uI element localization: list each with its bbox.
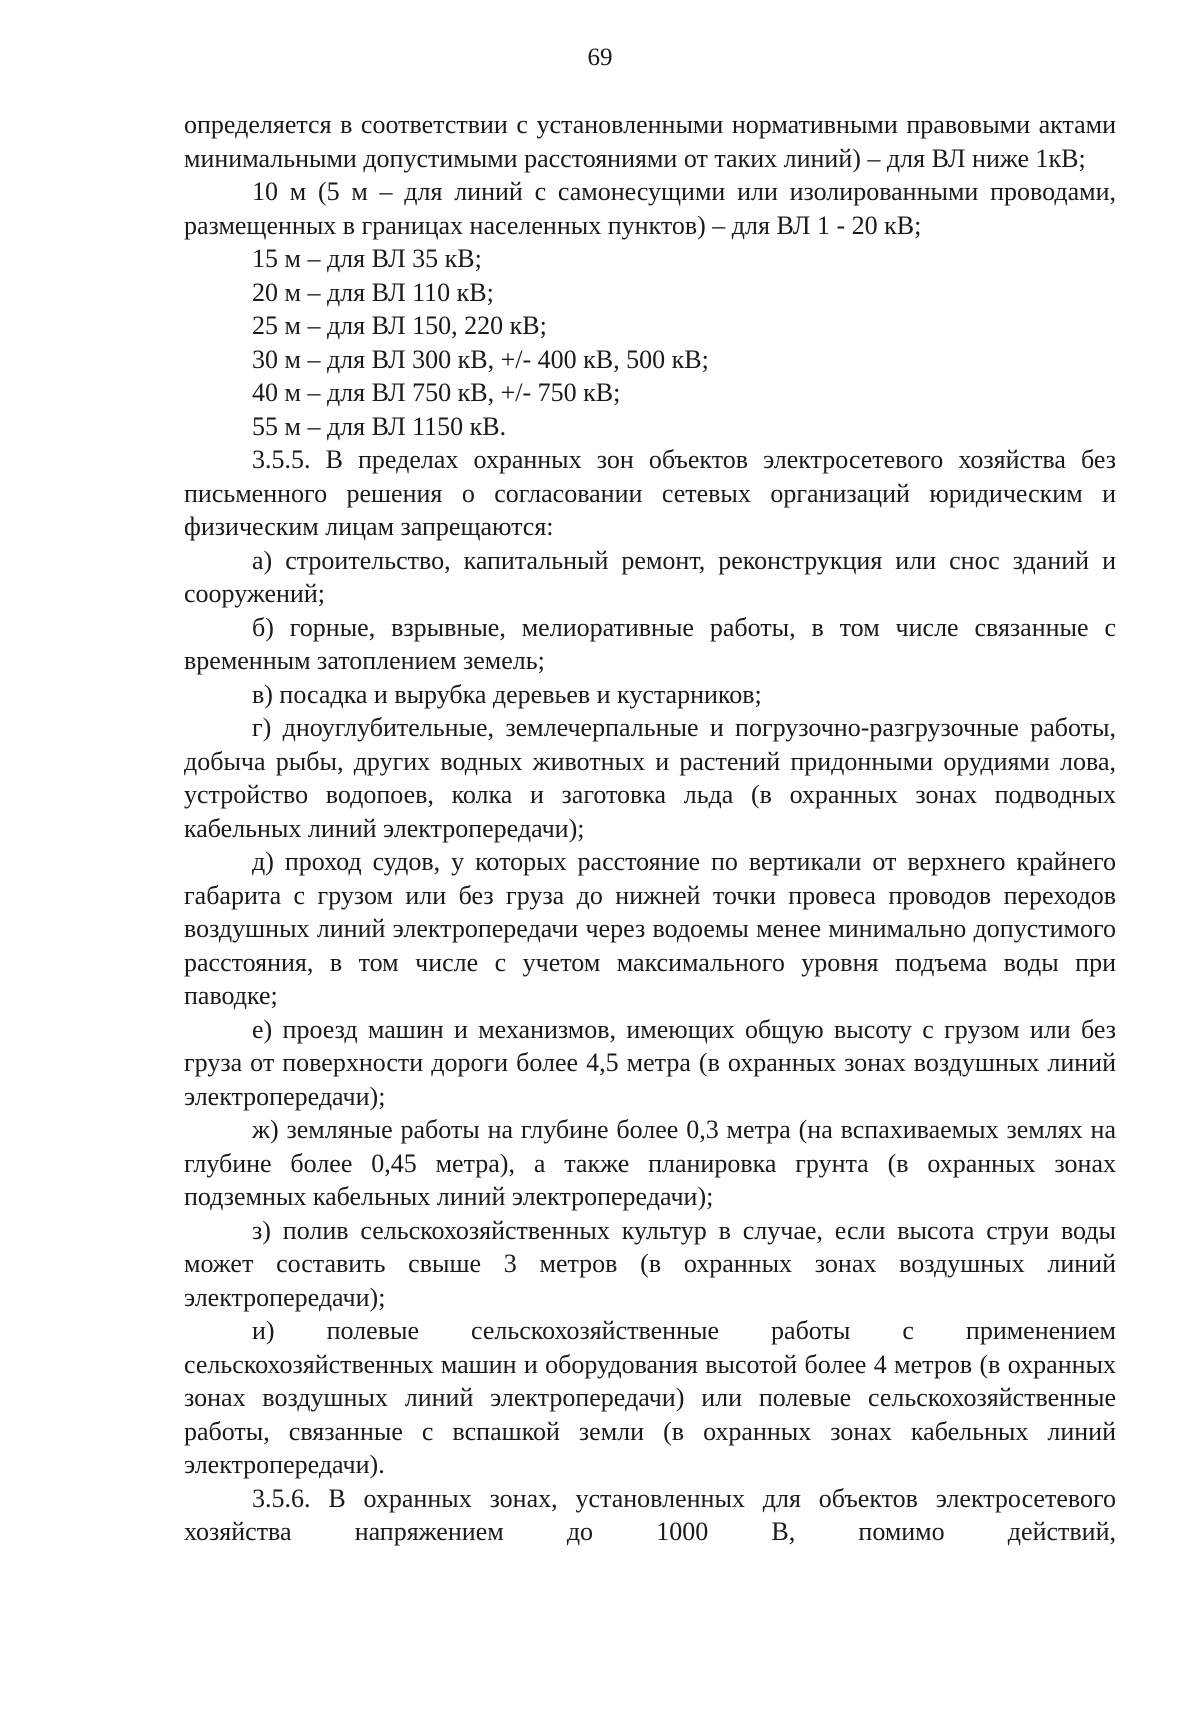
paragraph-item-a: а) строительство, капитальный ремонт, реконструкция или снос зданий и сооружений;: [184, 545, 1116, 608]
paragraph-item-e: е) проезд машин и механизмов, имеющих общую высоту с грузом или без груза от поверхности дороги более 4,5 метра (в охранных зонах воздушных линий электропередачи);: [184, 1014, 1116, 1111]
page-number: 69: [587, 44, 613, 71]
paragraph-item-d: д) проход судов, у которых расстояние по вертикали от верхнего крайнего габарита с грузом или без груза до нижней точки провеса проводов переходов воздушных линий электропередачи через водоемы менее минимально допустимого расстояния, в том числе с учетом максимального уровня подъема воды при паводке;: [184, 847, 1116, 1010]
paragraph-list-item: 40 м – для ВЛ 750 кВ, +/- 750 кВ;: [252, 378, 621, 407]
paragraph-list-item: 25 м – для ВЛ 150, 220 кВ;: [252, 311, 547, 340]
paragraph-continuation: определяется в соответствии с установленными нормативными правовыми актами минимальными допустимыми расстояниями от таких линий) – для ВЛ ниже 1кВ;: [184, 110, 1116, 173]
paragraph-section-3-5-5: 3.5.5. В пределах охранных зон объектов электросетевого хозяйства без письменного решения о согласовании сетевых организаций юридическим и физическим лицам запрещаются:: [184, 445, 1116, 541]
paragraph-list-item: 10 м (5 м – для линий с самонесущими или изолированными проводами, размещенных в границах населенных пунктов) – для ВЛ 1 - 20 кВ;: [184, 177, 1116, 240]
paragraph-item-zh: ж) земляные работы на глубине более 0,3 метра (на вспахиваемых землях на глубине более 0,45 метра), а также планировка грунта (в охранных зонах подземных кабельных линий электропередачи);: [184, 1115, 1116, 1211]
document-body: [184, 108, 1116, 1549]
paragraph-list-item: 15 м – для ВЛ 35 кВ;: [252, 244, 482, 273]
paragraph-list-item: 55 м – для ВЛ 1150 кВ.: [252, 411, 507, 441]
paragraph-item-b: б) горные, взрывные, мелиоративные работы, в том числе связанные с временным затоплением земель;: [184, 612, 1116, 675]
paragraph-item-i: и) полевые сельскохозяйственные работы с применением сельскохозяйственных машин и оборудования высотой более 4 метров (в охранных зонах воздушных линий электропередачи) или полевые сельскохозяйственные работы, связанные с вспашкой земли (в охранных зонах кабельных линий электропередачи).: [184, 1316, 1116, 1479]
paragraph-item-z: з) полив сельскохозяйственных культур в случае, если высота струи воды может составить свыше 3 метров (в охранных зонах воздушных линий электропередачи);: [184, 1215, 1116, 1312]
paragraph-item-v: в) посадка и вырубка деревьев и кустарников;: [252, 679, 762, 709]
paragraph-section-3-5-6: 3.5.6. В охранных зонах, установленных для объектов электросетевого хозяйства напряжением до 1000 В, помимо действий,: [184, 1483, 1116, 1546]
paragraph-item-g: г) дноуглубительные, землечерпальные и погрузочно-разгрузочные работы, добыча рыбы, других водных животных и растений придонными орудиями лова, устройство водопоев, колка и заготовка льда (в охранных зонах подводных кабельных линий электропередачи);: [184, 713, 1116, 843]
paragraph-list-item: 20 м – для ВЛ 110 кВ;: [252, 277, 494, 307]
paragraph-list-item: 30 м – для ВЛ 300 кВ, +/- 400 кВ, 500 кВ;: [252, 344, 709, 374]
